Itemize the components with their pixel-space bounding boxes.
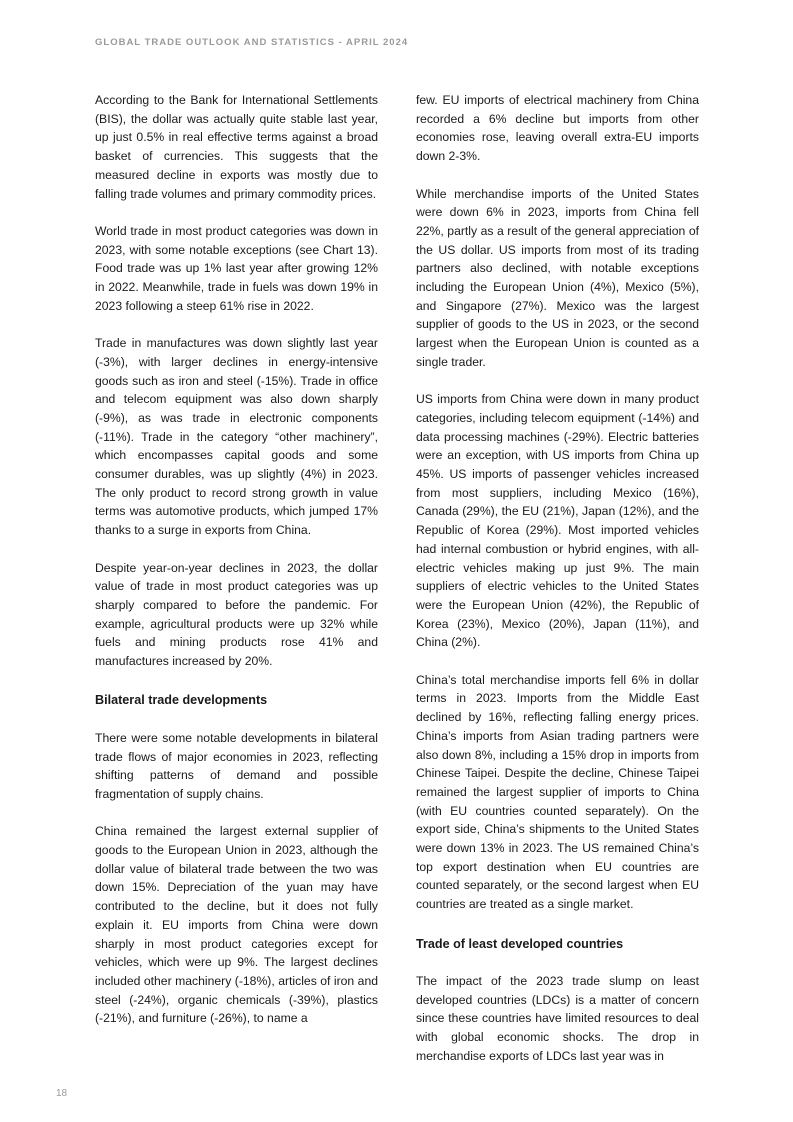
left-column xyxy=(95,91,378,1047)
section-heading-bilateral: Bilateral trade developments xyxy=(95,693,268,708)
paragraph-pandemic-comparison: Despite year-on-year declines in 2023, the dollar value of trade in most product categories was up sharply compared to before the pandemic. For example, agricultural products were up 32% while fuels and mining products rose 41% and manufactures increased by 20%. xyxy=(95,560,378,669)
paragraph-us-imports: While merchandise imports of the United States were down 6% in 2023, imports from China fell 22%, partly as a result of the general appreciation of the US dollar. US imports from most of its trading partners also declined, with notable exceptions including the European Union (4%), Mexico (5%), and Singapore (27%). Mexico was the largest supplier of goods to the US in 2023, or the second largest when the European Union is counted as a single trader. xyxy=(416,186,699,369)
running-header: GLOBAL TRADE OUTLOOK AND STATISTICS - APRIL 2024 xyxy=(95,37,409,48)
paragraph-ldc-impact: The impact of the 2023 trade slump on least developed countries (LDCs) is a matter of concern since these countries have limited resources to deal with global economic shocks. The drop in merchandise exports of LDCs last year was in xyxy=(416,973,699,1063)
right-column xyxy=(416,91,699,1084)
page-number: 18 xyxy=(56,1088,68,1099)
paragraph-bis-dollar: According to the Bank for International Settlements (BIS), the dollar was actually quite stable last year, up just 0.5% in real effective terms against a broad basket of currencies. This suggests that the measured decline in exports was mostly due to falling trade volumes and primary commodity prices. xyxy=(95,93,378,201)
paragraph-product-categories: World trade in most product categories was down in 2023, with some notable exceptions (see Chart 13). Food trade was up 1% last year after growing 12% in 2022. Meanwhile, trade in fuels was down 19% in 2023 following a steep 61% rise in 2022. xyxy=(95,223,378,313)
paragraph-manufactures: Trade in manufactures was down slightly last year (-3%), with larger declines in energy-intensive goods such as iron and steel (-15%). Trade in office and telecom equipment was also down sharply (-9%), as was trade in electronic components (-11%). Trade in the category “other machinery”, which encompasses capital goods and some consumer durables, was up slightly (4%) in 2023. The only product to record strong growth in value terms was automotive products, which jumped 17% thanks to a surge in exports from China. xyxy=(95,336,378,538)
paragraph-china-eu: China remained the largest external supplier of goods to the European Union in 2023, although the dollar value of bilateral trade between the two was down 15%. Depreciation of the yuan may have contributed to the decline, but it does not fully explain it. EU imports from China were down sharply in most product categories except for vehicles, which were up 9%. The largest declines included other machinery (-18%), articles of iron and steel (-24%), organic chemicals (-39%), plastics (-21%), and furniture (-26%), to name a xyxy=(95,824,378,1026)
paragraph-eu-electrical: few. EU imports of electrical machinery from China recorded a 6% decline but imports from other economies rose, leaving overall extra-EU imports down 2-3%. xyxy=(416,93,699,164)
paragraph-bilateral-intro: There were some notable developments in bilateral trade flows of major economies in 2023, reflecting shifting patterns of demand and possible fragmentation of supply chains. xyxy=(95,730,378,801)
section-heading-ldc: Trade of least developed countries xyxy=(416,936,624,951)
paragraph-china-imports: China’s total merchandise imports fell 6% in dollar terms in 2023. Imports from the Middle East declined by 16%, reflecting falling energy prices. China’s imports from Asian trading partners were also down 8%, including a 15% drop in imports from Chinese Taipei. Despite the decline, Chinese Taipei remained the largest supplier of imports to China (with EU countries counted separately). On the export side, China’s shipments to the United States were down 13% in 2023. The US remained China’s top export destination when EU countries are counted separately, or the second largest when EU countries are treated as a single market. xyxy=(416,672,699,912)
paragraph-us-china-products: US imports from China were down in many product categories, including telecom equipment (-14%) and data processing machines (-29%). Electric batteries were an exception, with US imports from China up 45%. US imports of passenger vehicles increased from most suppliers, including Mexico (16%), Canada (29%), the EU (21%), Japan (12%), and the Republic of Korea (29%). Most imported vehicles had internal combustion or hybrid engines, with all-electric vehicles making up just 9%. The main suppliers of electric vehicles to the United States were the European Union (42%), the Republic of Korea (23%), Mexico (20%), Japan (11%), and China (2%). xyxy=(416,392,699,650)
